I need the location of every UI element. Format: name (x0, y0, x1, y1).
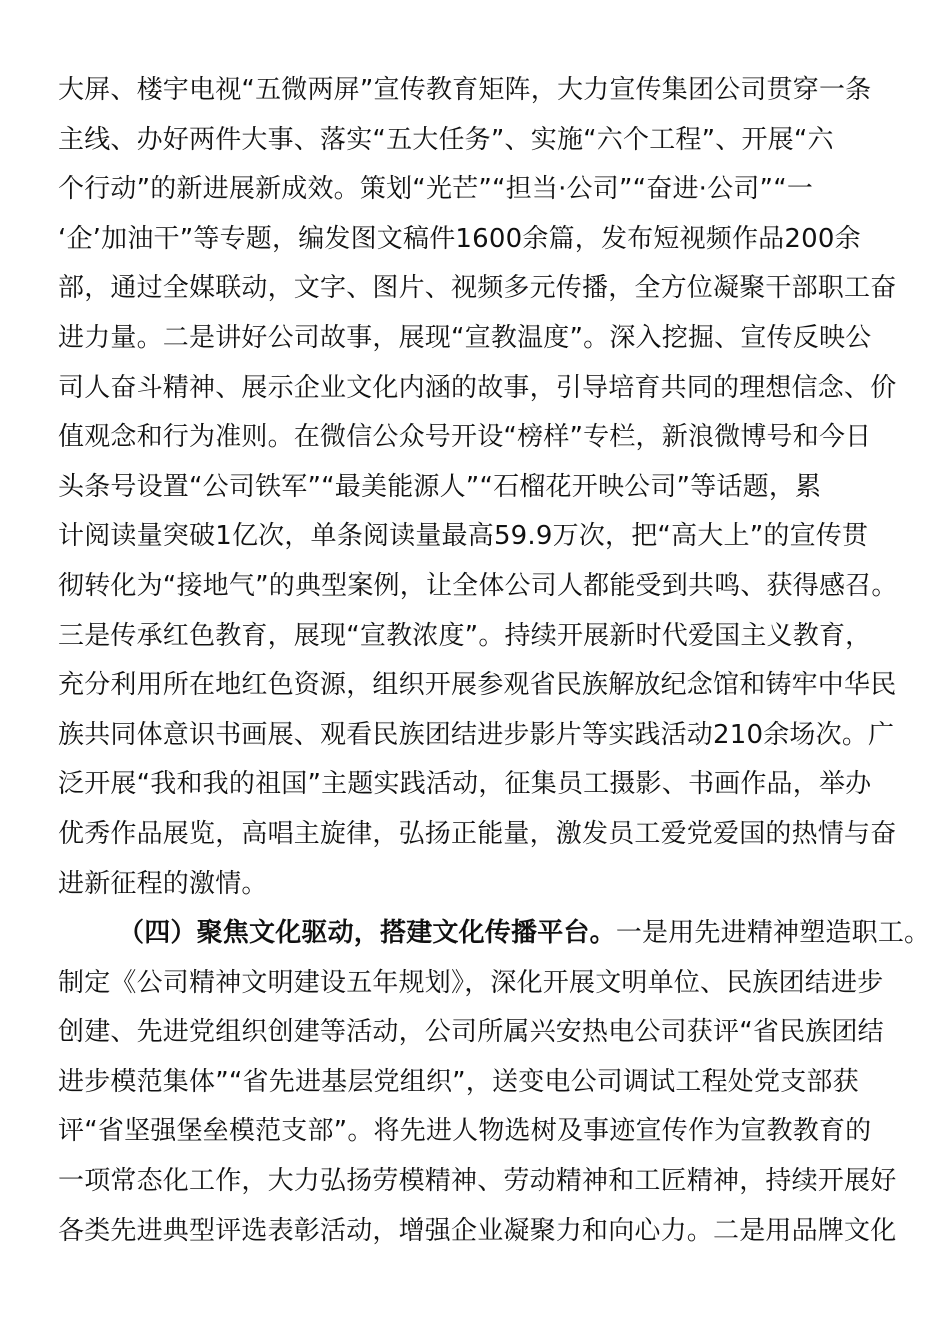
section-first-line (58, 909, 931, 959)
text-line: 主线、办好两件大事、落实“五大任务”、实施“六个工程”、开展“六 (58, 124, 834, 155)
text-line: 各类先进典型评选表彰活动，增强企业凝聚力和向心力。二是用品牌文化 (58, 1215, 897, 1246)
text-line: 头条号设置“公司铁军”“最美能源人”“石榴花开映公司”等话题，累 (58, 471, 822, 502)
text-line: 创建、先进党组织创建等活动，公司所属兴安热电公司获评“省民族团结 (58, 1017, 884, 1048)
text-line: 大屏、楼宇电视“五微两屏”宣传教育矩阵，大力宣传集团公司贯穿一条 (58, 75, 872, 105)
text-line: 司人奋斗精神、展示企业文化内涵的故事，引导培育共同的理想信念、价 (58, 372, 897, 403)
body-text (58, 66, 931, 1256)
text-line: 部，通过全媒联动，文字、图片、视频多元传播，全方位凝聚干部职工奋 (58, 273, 897, 304)
section-heading: （四）聚焦文化驱动，搭建文化传播平台。 (118, 918, 616, 949)
text-line: 进力量。二是讲好公司故事，展现“宣教温度”。深入挖掘、宣传反映公 (58, 322, 872, 353)
text-line: 三是传承红色教育，展现“宣教浓度”。持续开展新时代爱国主义教育， (58, 620, 872, 651)
text-line: 值观念和行为准则。在微信公众号开设“榜样”专栏，新浪微博号和今日 (58, 422, 872, 453)
text-line: 优秀作品展览，高唱主旋律，弘扬正能量，激发员工爱党爱国的热情与奋 (58, 818, 897, 849)
text-line: 彻转化为“接地气”的典型案例，让全体公司人都能受到共鸣、获得感召。 (58, 570, 898, 601)
text-line: 评“省坚强堡垒模范支部”。将先进人物选树及事迹宣传作为宣教教育的 (58, 1116, 872, 1147)
text-line: 一项常态化工作，大力弘扬劳模精神、劳动精神和工匠精神，持续开展好 (58, 1166, 897, 1197)
text-line: 族共同体意识书画展、观看民族团结进步影片等实践活动210余场次。广 (58, 719, 895, 750)
section-first-line-text: 一是用先进精神塑造职工。 (615, 918, 931, 949)
text-line: 进步模范集体”“省先进基层党组织”，送变电公司调试工程处党支部获 (58, 1066, 859, 1097)
text-line: 计阅读量突破1亿次，单条阅读量最高59.9万次，把“高大上”的宣传贯 (58, 521, 869, 552)
text-line: 泛开展“我和我的祖国”主题实践活动，征集员工摄影、书画作品，举办 (58, 769, 872, 800)
text-line: 充分利用所在地红色资源，组织开展参观省民族解放纪念馆和铸牢中华民 (58, 670, 897, 701)
text-line: ‘企’加油干”等专题，编发图文稿件1600余篇，发布短视频作品200余 (58, 223, 861, 254)
text-line: 进新征程的激情。 (58, 868, 268, 899)
text-line: 制定《公司精神文明建设五年规划》，深化开展文明单位、民族团结进步 (58, 967, 884, 998)
text-line: 个行动”的新进展新成效。策划“光芒”“担当·公司”“奋进·公司”“一 (58, 174, 814, 205)
